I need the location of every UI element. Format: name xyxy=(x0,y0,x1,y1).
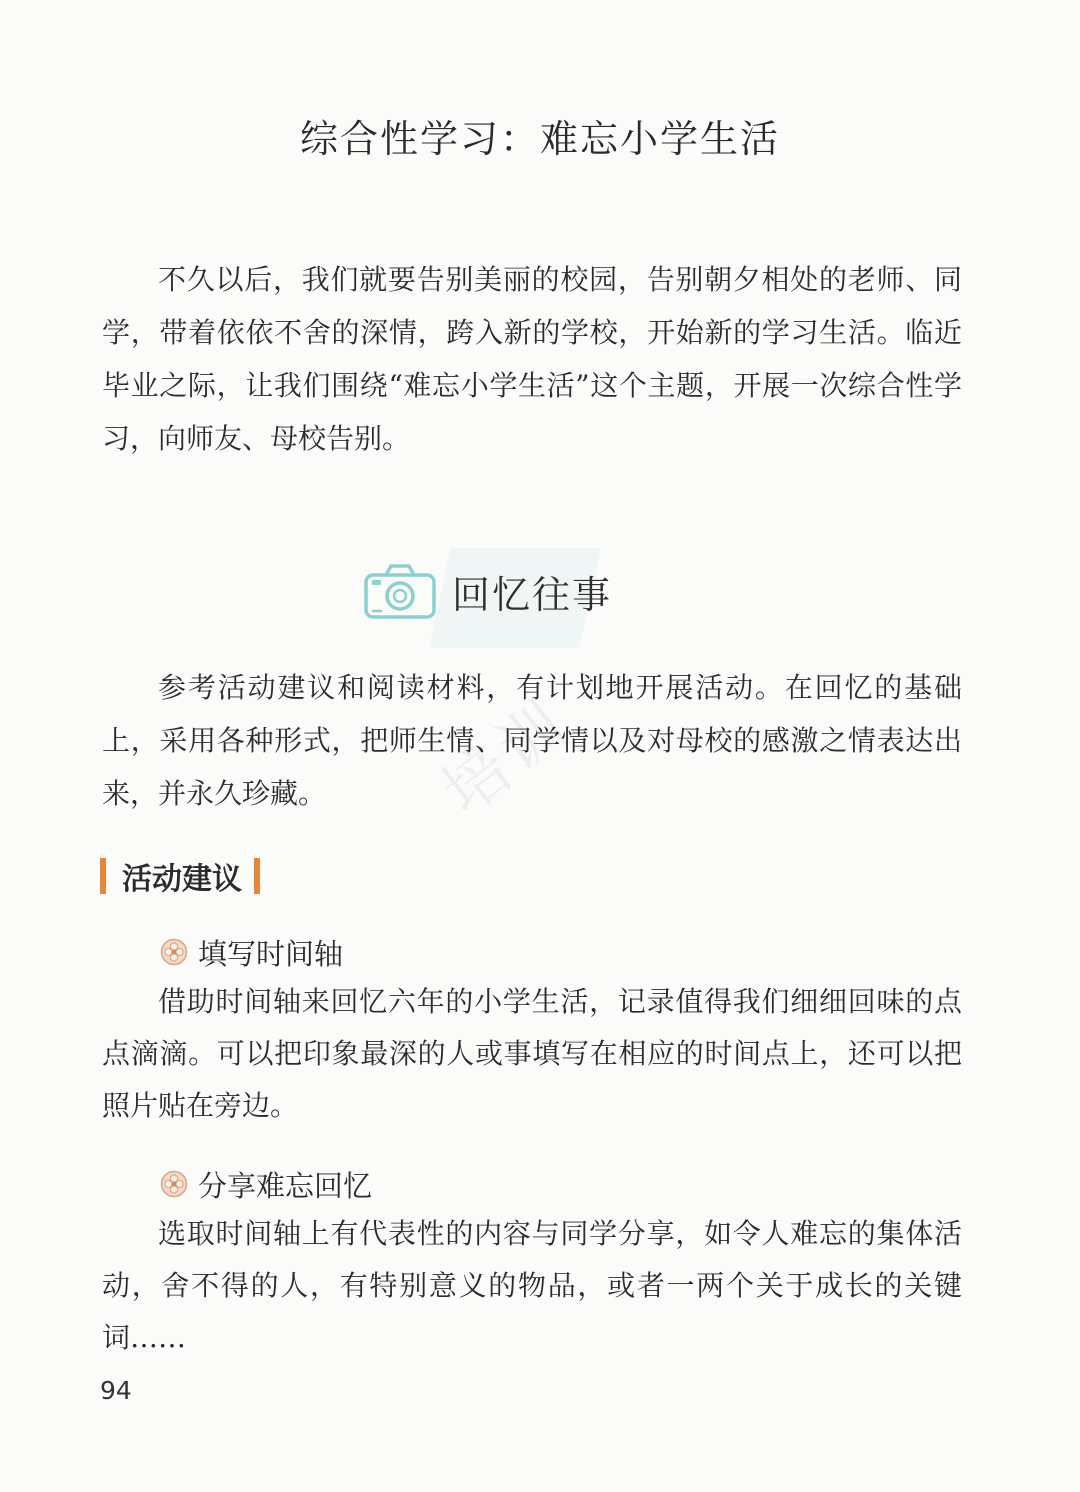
right-accent-bar xyxy=(254,858,260,894)
section-heading xyxy=(362,556,612,626)
activity-item-title xyxy=(160,932,343,972)
activity-suggestions-heading xyxy=(100,854,260,898)
flower-badge-icon xyxy=(160,1170,188,1198)
activity-item-text: 借助时间轴来回忆六年的小学生活，记录值得我们细细回味的点点滴滴。可以把印象最深的人或事填写在相应的时间点上，还可以把照片贴在旁边。 xyxy=(102,985,962,1122)
activity-item-title-text: 分享难忘回忆 xyxy=(198,1168,373,1203)
page-title: 综合性学习：难忘小学生活 xyxy=(299,117,780,161)
section-title: 回忆往事 xyxy=(452,572,613,617)
activity-item-title xyxy=(160,1164,372,1204)
camera-icon xyxy=(362,561,438,621)
activity-suggestions-label: 活动建议 xyxy=(122,862,242,897)
intro-paragraph: 不久以后，我们就要告别美丽的校园，告别朝夕相处的老师、同学，带着依依不舍的深情，跨入新的学校，开始新的学习生活。临近毕业之际，让我们围绕“难忘小学生活”这个主题，开展一次综合性学习，向师友、母校告别。 xyxy=(102,263,962,455)
section-paragraph: 参考活动建议和阅读材料，有计划地开展活动。在回忆的基础上，采用各种形式，把师生情、同学情以及对母校的感激之情表达出来，并永久珍藏。 xyxy=(102,671,962,810)
left-accent-bar xyxy=(100,858,106,894)
activity-item-text: 选取时间轴上有代表性的内容与同学分享，如令人难忘的集体活动，舍不得的人，有特别意义的物品，或者一两个关于成长的关键词…… xyxy=(102,1217,962,1354)
page-number: 94 xyxy=(100,1376,132,1405)
watermark: 培训 xyxy=(429,685,586,831)
activity-item-title-text: 填写时间轴 xyxy=(198,936,344,971)
flower-badge-icon xyxy=(160,938,188,966)
